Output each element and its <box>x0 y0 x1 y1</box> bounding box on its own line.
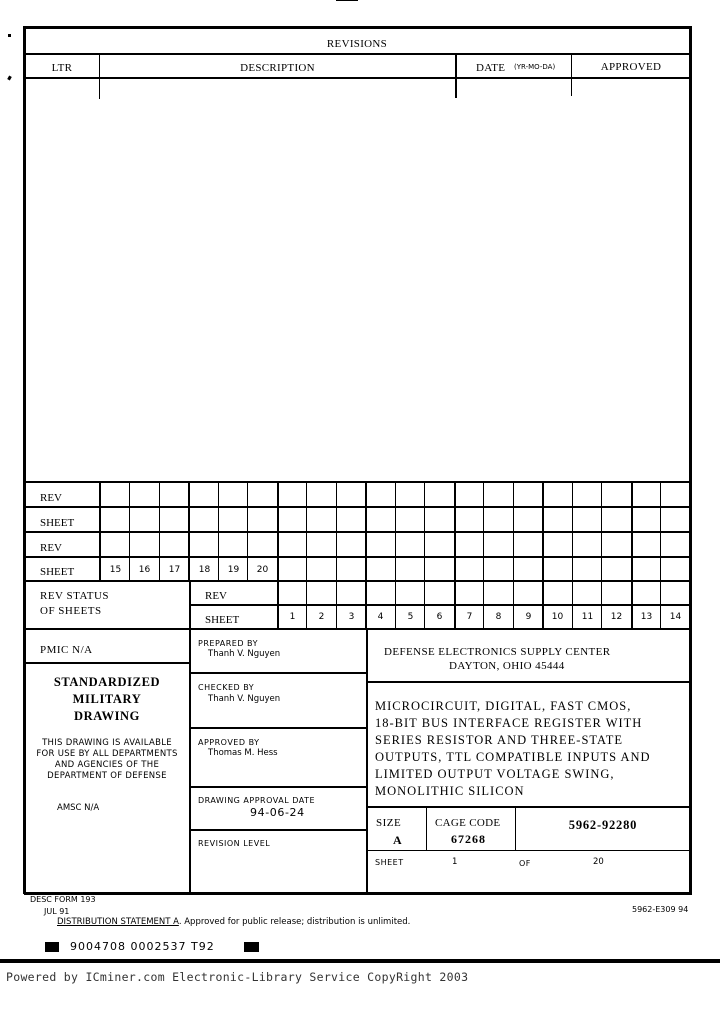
divider <box>24 662 190 664</box>
divider <box>660 481 661 630</box>
sheet-number: 8 <box>495 612 502 622</box>
column-header-approved: APPROVED <box>600 61 662 73</box>
divider <box>367 681 690 683</box>
smd-line: STANDARDIZED <box>53 675 161 689</box>
sheet-number: 5 <box>407 612 414 622</box>
title-line: 18-BIT BUS INTERFACE REGISTER WITH <box>375 716 643 730</box>
row-label-sheet: SHEET <box>40 566 75 578</box>
sheet-number: 18 <box>198 565 211 575</box>
divider <box>483 481 484 630</box>
revisions-title: REVISIONS <box>326 38 388 50</box>
divider <box>24 506 690 508</box>
agency-name: DEFENSE ELECTRONICS SUPPLY CENTER <box>384 646 611 658</box>
divider <box>367 806 690 808</box>
divider <box>572 481 573 630</box>
revision-level-label: REVISION LEVEL <box>198 839 271 848</box>
pmic-label: PMIC N/A <box>40 644 93 656</box>
title-line: SERIES RESISTOR AND THREE-STATE <box>375 733 623 747</box>
row-label-rev: REV <box>40 492 62 504</box>
divider <box>190 829 367 831</box>
title-line: LIMITED OUTPUT VOLTAGE SWING, <box>375 767 615 781</box>
size-value: A <box>393 833 402 847</box>
sheet-number: 12 <box>610 612 623 622</box>
distribution-statement-label: DISTRIBUTION STATEMENT A <box>57 917 179 927</box>
sheet-number: 6 <box>436 612 443 622</box>
sheet-number: 10 <box>551 612 564 622</box>
form-code: 5962-E309 94 <box>632 905 689 914</box>
column-header-date: DATE <box>476 62 506 74</box>
drawing-number: 5962-92280 <box>568 818 638 832</box>
availability-line: AND AGENCIES OF THE <box>54 760 160 770</box>
divider <box>571 53 572 96</box>
form-number: DESC FORM 193 <box>30 895 96 904</box>
barcode-block-icon <box>45 942 59 952</box>
divider <box>24 556 690 558</box>
sheet-number: 4 <box>377 612 384 622</box>
smd-line: MILITARY <box>72 692 142 706</box>
barcode-text: 9004708 0002537 T92 <box>70 940 215 953</box>
availability-line: THIS DRAWING IS AVAILABLE <box>42 738 172 748</box>
smd-line: DRAWING <box>73 709 140 723</box>
barcode-block-icon <box>244 942 259 952</box>
divider <box>365 481 367 630</box>
divider <box>189 580 191 630</box>
checked-by-value: Thanh V. Nguyen <box>208 694 281 704</box>
sheet-number: 9 <box>525 612 532 622</box>
sheet-number: 15 <box>109 565 122 575</box>
sheet-number: 13 <box>640 612 653 622</box>
distribution-statement-text: . Approved for public release; distribution is unlimited. <box>178 917 411 927</box>
powered-by-text: Powered by ICminer.com Electronic-Library Service CopyRight 2003 <box>6 970 469 984</box>
divider <box>99 53 100 99</box>
approved-by-value: Thomas M. Hess <box>208 748 278 758</box>
divider <box>426 806 427 851</box>
sheet-number: 11 <box>581 612 594 622</box>
divider <box>24 531 690 533</box>
divider <box>395 481 396 630</box>
row-label-sheet: SHEET <box>40 517 75 529</box>
status-rev-label: REV <box>205 590 227 602</box>
approval-date-value: 94-06-24 <box>250 806 305 819</box>
status-sheet-label: SHEET <box>205 614 240 626</box>
title-line: MONOLITHIC SILICON <box>375 784 525 798</box>
checked-by-label: CHECKED BY <box>198 683 255 692</box>
sheet-number: 19 <box>227 565 240 575</box>
rev-status-label: REV STATUS <box>40 590 110 602</box>
divider <box>190 604 690 606</box>
availability-line: FOR USE BY ALL DEPARTMENTS <box>36 749 178 759</box>
sheet-label: SHEET <box>375 858 404 867</box>
agency-address: DAYTON, OHIO 45444 <box>449 660 565 672</box>
divider <box>277 481 279 630</box>
divider <box>366 628 368 893</box>
title-line: OUTPUTS, TTL COMPATIBLE INPUTS AND <box>375 750 651 764</box>
divider <box>24 53 690 55</box>
availability-line: DEPARTMENT OF DEFENSE <box>47 771 167 781</box>
outer-border-top <box>24 26 692 29</box>
sheet-number: 1 <box>289 612 296 622</box>
prepared-by-label: PREPARED BY <box>198 639 258 648</box>
availability-notice <box>24 738 190 782</box>
divider <box>24 628 690 630</box>
divider <box>306 481 307 630</box>
divider <box>631 481 633 630</box>
sheet-number: 7 <box>466 612 473 622</box>
divider <box>24 580 690 582</box>
column-header-date-format: (YR-MO-DA) <box>514 63 556 71</box>
divider <box>190 672 367 674</box>
sheet-number: 2 <box>318 612 325 622</box>
scan-mark <box>8 34 11 37</box>
prepared-by-value: Thanh V. Nguyen <box>208 649 281 659</box>
column-header-description: DESCRIPTION <box>240 62 315 74</box>
divider <box>190 727 367 729</box>
scan-mark <box>336 0 358 1</box>
divider <box>367 850 690 851</box>
distribution-statement <box>57 918 410 927</box>
sheet-number: 3 <box>348 612 355 622</box>
cage-code-value: 67268 <box>451 832 486 846</box>
scan-mark <box>7 76 12 81</box>
divider <box>601 481 602 630</box>
divider <box>190 786 367 788</box>
divider <box>542 481 544 630</box>
form-date: JUL 91 <box>44 907 70 916</box>
of-label: OF <box>519 859 531 868</box>
divider <box>513 481 514 630</box>
sheet-number: 16 <box>138 565 151 575</box>
document-title <box>375 698 651 800</box>
footer-rule <box>0 959 720 963</box>
amsc-label: AMSC N/A <box>57 803 100 813</box>
size-label: SIZE <box>376 817 402 829</box>
sheet-number: 14 <box>669 612 682 622</box>
divider <box>24 481 690 483</box>
approved-by-label: APPROVED BY <box>198 738 260 747</box>
divider <box>336 481 337 630</box>
sheet-number: 17 <box>168 565 181 575</box>
title-line: MICROCIRCUIT, DIGITAL, FAST CMOS, <box>375 699 632 713</box>
standardized-military-drawing <box>24 674 190 725</box>
divider <box>455 53 457 98</box>
sheet-number: 20 <box>256 565 269 575</box>
column-header-ltr: LTR <box>51 62 73 74</box>
total-sheets-value: 20 <box>593 857 604 867</box>
divider <box>424 481 425 630</box>
outer-border-right <box>689 26 692 894</box>
cage-code-label: CAGE CODE <box>435 817 501 829</box>
sheet-value: 1 <box>452 857 458 867</box>
rev-status-label: OF SHEETS <box>40 605 102 617</box>
approval-date-label: DRAWING APPROVAL DATE <box>198 796 316 805</box>
row-label-rev: REV <box>40 542 62 554</box>
divider <box>454 481 456 630</box>
divider <box>24 77 690 79</box>
outer-border-bottom <box>24 892 692 895</box>
